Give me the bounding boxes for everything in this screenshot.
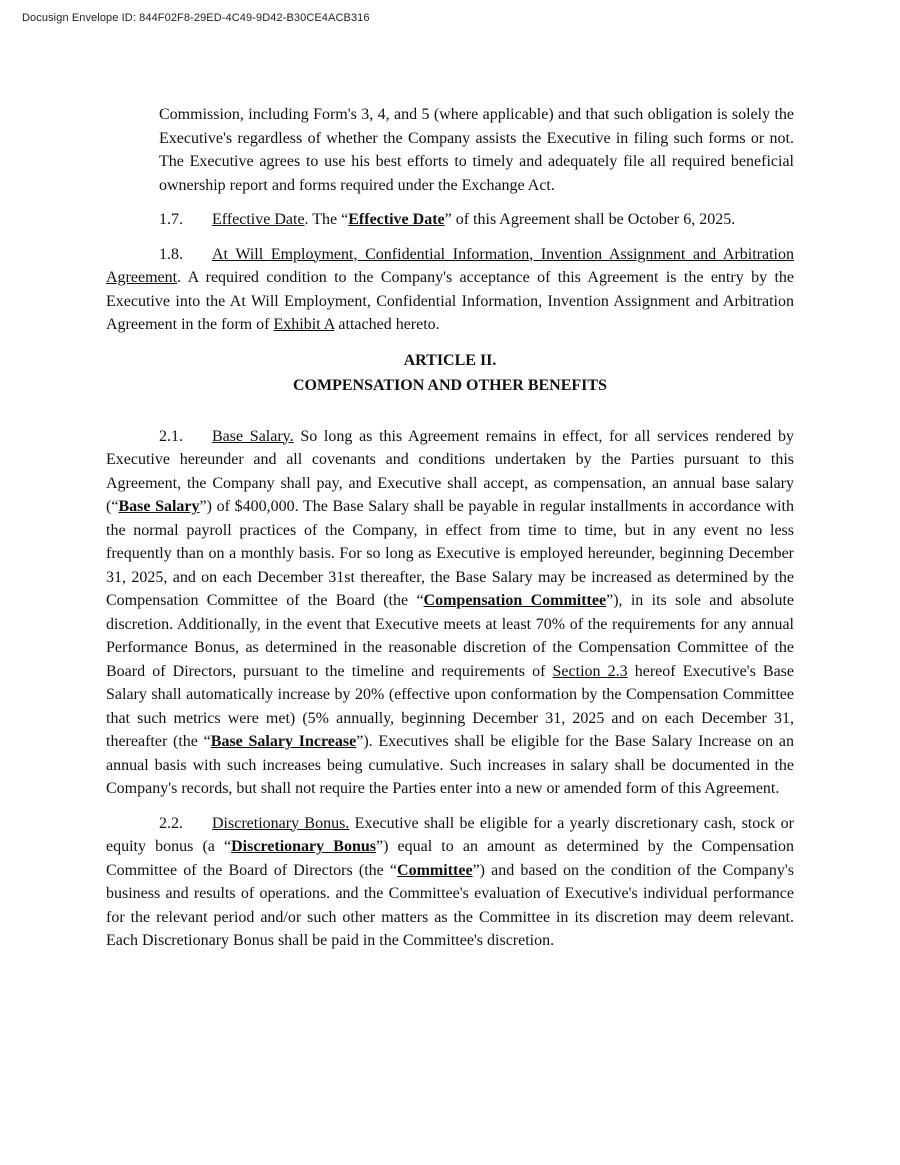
section-number: 1.7.	[159, 211, 183, 228]
defined-term: Discretionary Bonus	[231, 838, 376, 855]
section-heading: At Will Employment, Confidential Information, Invention Assignment and Arbitration Agreement	[106, 245, 794, 286]
document-body	[106, 103, 794, 964]
envelope-id-header: Docusign Envelope ID: 844F02F8-29ED-4C49-9D42-B30CE4ACB316	[22, 12, 370, 24]
article-title: COMPENSATION AND OTHER BENEFITS	[293, 376, 607, 394]
defined-term: Base Salary Increase	[210, 733, 357, 750]
section-1-8: 1.8. At Will Employment, Confidential Information, Invention Assignment and Arbitration Agreement. A required condition to the Company's acceptance of this Agreement is the entry by the Executive into the At Will Employment, Confidential Information, Invention Assignment and Arbitration Agreement in the form of Exhibit A attached hereto.	[106, 243, 794, 337]
section-number: 2.1.	[159, 427, 183, 445]
defined-term: Compensation Committee	[423, 592, 607, 609]
defined-term: Committee	[397, 861, 473, 879]
section-number: 1.8.	[159, 245, 183, 263]
section-number: 2.2.	[159, 814, 183, 832]
section-heading: Effective Date	[212, 211, 305, 228]
section-heading: Base Salary.	[212, 427, 294, 445]
defined-term: Base Salary	[118, 498, 200, 515]
article-number: ARTICLE II.	[403, 351, 497, 369]
article-heading	[106, 348, 794, 398]
intro-paragraph: Commission, including Form's 3, 4, and 5 (where applicable) and that such obligation is solely the Executive's regardless of whether the Company assists the Executive in filing such forms or not. The Executive agrees to use his best efforts to timely and adequately file all required beneficial ownership report and forms required under the Exchange Act.	[159, 106, 794, 194]
section-1-7: 1.7. Effective Date. The “Effective Date” of this Agreement shall be October 6, 2025.	[106, 208, 794, 232]
defined-term: Effective Date	[348, 211, 445, 228]
exhibit-a-link[interactable]: Exhibit A	[273, 316, 335, 333]
section-2-2: 2.2. Discretionary Bonus. Executive shall be eligible for a yearly discretionary cash, stock or equity bonus (a “Discretionary Bonus”) equal to an amount as determined by the Compensation Committee of the Board of Directors (the “Committee”) and based on the condition of the Company's business and results of operations. and the Committee's evaluation of Executive's individual performance for the relevant period and/or such other matters as the Committee in its discretion may deem relevant. Each Discretionary Bonus shall be paid in the Committee's discretion.	[106, 812, 794, 953]
section-2-3-link[interactable]: Section 2.3	[552, 662, 628, 680]
section-heading: Discretionary Bonus.	[212, 814, 350, 832]
section-2-1: 2.1. Base Salary. So long as this Agreement remains in effect, for all services rendered by Executive hereunder and all covenants and conditions undertaken by the Parties pursuant to this Agreement, the Company shall pay, and Executive shall accept, as compensation, an annual base salary (“Base Salary”) of $400,000. The Base Salary shall be payable in regular installments in accordance with the normal payroll practices of the Company, in effect from time to time, but in any event no less frequently than on a monthly basis. For so long as Executive is employed hereunder, beginning December 31, 2025, and on each December 31st thereafter, the Base Salary may be increased as determined by the Compensation Committee of the Board (the “Compensation Committee”), in its sole and absolute discretion. Additionally, in the event that Executive meets at least 70% of the requirements for any annual Performance Bonus, as determined in the reasonable discretion of the Compensation Committee of the Board of Directors, pursuant to the timeline and requirements of Section 2.3 hereof Executive's Base Salary shall automatically increase by 20% (effective upon conformation by the Compensation Committee that such metrics were met) (5% annually, beginning December 31, 2025 and on each December 31, thereafter (the “Base Salary Increase”). Executives shall be eligible for the Base Salary Increase on an annual basis with such increases being cumulative. Such increases in salary shall be documented in the Company's records, but shall not require the Parties enter into a new or amended form of this Agreement.	[106, 425, 794, 801]
